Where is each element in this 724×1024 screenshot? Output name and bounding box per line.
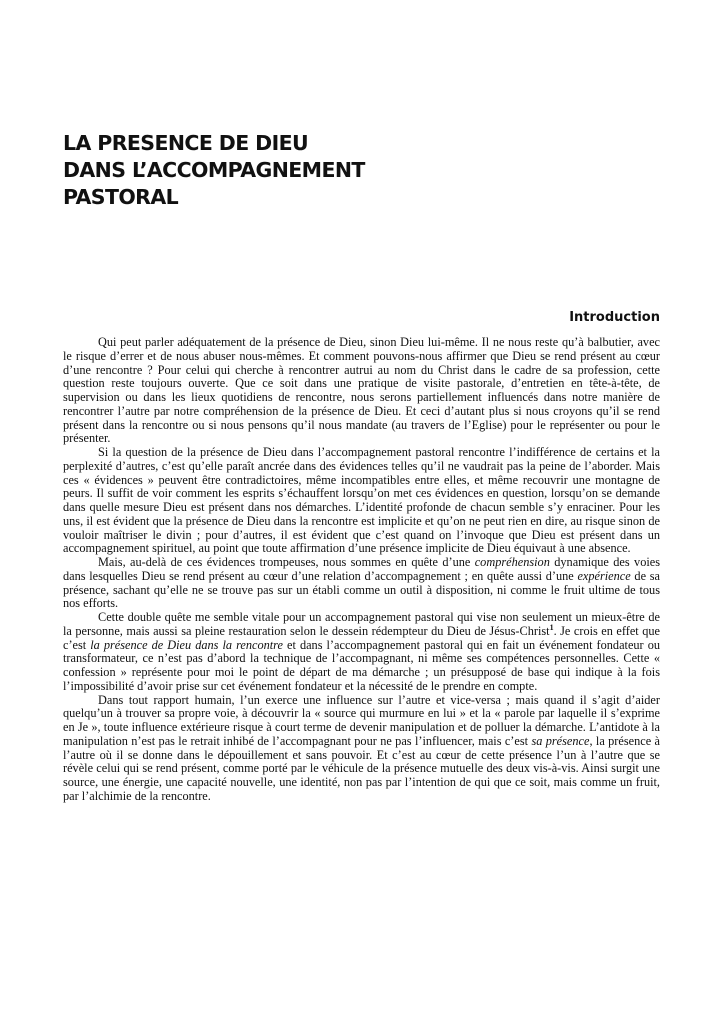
emphasis-text: expérience [577, 568, 631, 583]
emphasis-text: compréhension [474, 555, 550, 569]
paragraph-text: et dans l’accompagnement pastoral qui en fait un événement fondateur ou transformateur, ce n’est pas d’abord la technique de l’accompagnant, ni même ses compétences personnelles. Cette « confession » représente pour moi le point de départ de ma démarche ; un présupposé de base qui indique à la fois l’impossibilité d’avoir prise sur cet événement fondateur et la nécessité de le prendre en compte. [63, 637, 660, 693]
document-title [63, 130, 623, 211]
paragraph-text: Si la question de la présence de Dieu dans l’accompagnement pastoral rencontre l’indifférence de certains et la perplexité d’autres, c’est qu’elle paraît ancrée dans des évidences telles qu’il ne vaudrait pas la peine de l’aborder. Mais ces « évidences » peuvent être contradictoires, même incompatibles entre elles, et même recouvrir une montagne de peurs. Il suffit de voir comment les esprits s’échauffent lorsqu’on met ces évidences en question, lorsqu’on se demande dans quelle mesure Dieu est présent dans nos démarches. L’identité profonde de chacun semble s’y enraciner. Pour les uns, il est évident que la présence de Dieu dans la rencontre est implicite et qu’on ne peut rien en dire, au risque sinon de vouloir maîtriser le divin ; pour d’autres, il est évident que c’est quand on l’invoque que Dieu est présent dans un accompagnement spirituel, au point que toute affirmation d’une présence implicite de Dieu équivaut à une absence. [63, 445, 660, 556]
emphasis-text: la présence de Dieu dans la rencontre [90, 637, 283, 652]
title-line-2: DANS L’ACCOMPAGNEMENT [63, 158, 365, 182]
paragraph [63, 556, 660, 611]
footnote-marker: 1 [549, 622, 554, 632]
paragraph-text: dynamique des voies dans lesquelles Dieu se rend présent au cœur d’une relation d’accompagnement ; en quête aussi d’une [63, 555, 660, 583]
paragraph-text: Cette double quête me semble vitale pour un accompagnement pastoral qui vise non seulement un mieux-être de la personne, mais aussi sa pleine restauration selon le dessein rédempteur du Dieu de Jésus-Christ [63, 610, 660, 638]
paragraph-text: Dans tout rapport humain, l’un exerce une influence sur l’autre et vice-versa ; mais quand il s’agit d’aider quelqu’un à trouver sa propre voie, à découvrir la « source qui murmure en lui » et la « parole par laquelle il s’exprime en Je », toute influence extérieure risque à court terme de devenir manipulation et de polluer la démarche. L’antidote à la manipulation n’est pas le retrait inhibé de l’accompagnant pour ne pas l’influencer, mais c’est [63, 692, 660, 748]
paragraph-text: Qui peut parler adéquatement de la présence de Dieu, sinon Dieu lui-même. Il ne nous reste qu’à balbutier, avec le risque d’errer et de nous abuser nous-mêmes. Et comment pouvons-nous affirmer que Dieu se rend présent au cœur d’une rencontre ? Pour celui qui cherche à rencontrer autrui au nom du Christ dans le cadre de sa profession, cette question reste toujours ouverte. Que ce soit dans une pratique de visite pastorale, d’entretien en tête-à-tête, de supervision ou dans les lieux quotidiens de rencontre, nous serons partiellement influencés dans notre manière de rencontrer l’autre par notre compréhension de la présence de Dieu. Et ceci d’autant plus si nous croyons qu’il se rend présent dans la rencontre ou si nous pensons qu’il nous mandate (au travers de l’Eglise) pour le représenter ou pour le présenter. [63, 335, 660, 446]
paragraph-text: . Je crois en effet que c’est [63, 623, 660, 652]
paragraph-text: , la présence à l’autre où il se donne dans le dépouillement et sans pouvoir. Et c’est au cœur de cette présence l’un à l’autre que se révèle celui qui se rend présent, comme porté par le véhicule de la présence mutuelle des deux vis-à-vis. Ainsi surgit une source, une énergie, une capacité nouvelle, une identité, non pas par l’intention de qui que ce soit, mais comme un fruit, par l’alchimie de la rencontre. [63, 733, 660, 803]
title-line-3: PASTORAL [63, 185, 179, 209]
paragraph [63, 611, 660, 694]
section-heading: Introduction [569, 310, 660, 325]
paragraph [63, 446, 660, 556]
title-line-1: LA PRESENCE DE DIEU [63, 131, 309, 155]
paragraph-text: Mais, au-delà de ces évidences trompeuses, nous sommes en quête d’une [98, 555, 475, 569]
paragraph [63, 336, 660, 446]
paragraph [63, 694, 660, 804]
emphasis-text: sa présence [531, 733, 590, 748]
paragraph-text: de sa présence, sachant qu’elle ne se trouve pas sur un établi comme un outil à disposition, ni comme le fruit ultime de tous nos efforts. [63, 568, 660, 611]
body-text [63, 336, 660, 804]
